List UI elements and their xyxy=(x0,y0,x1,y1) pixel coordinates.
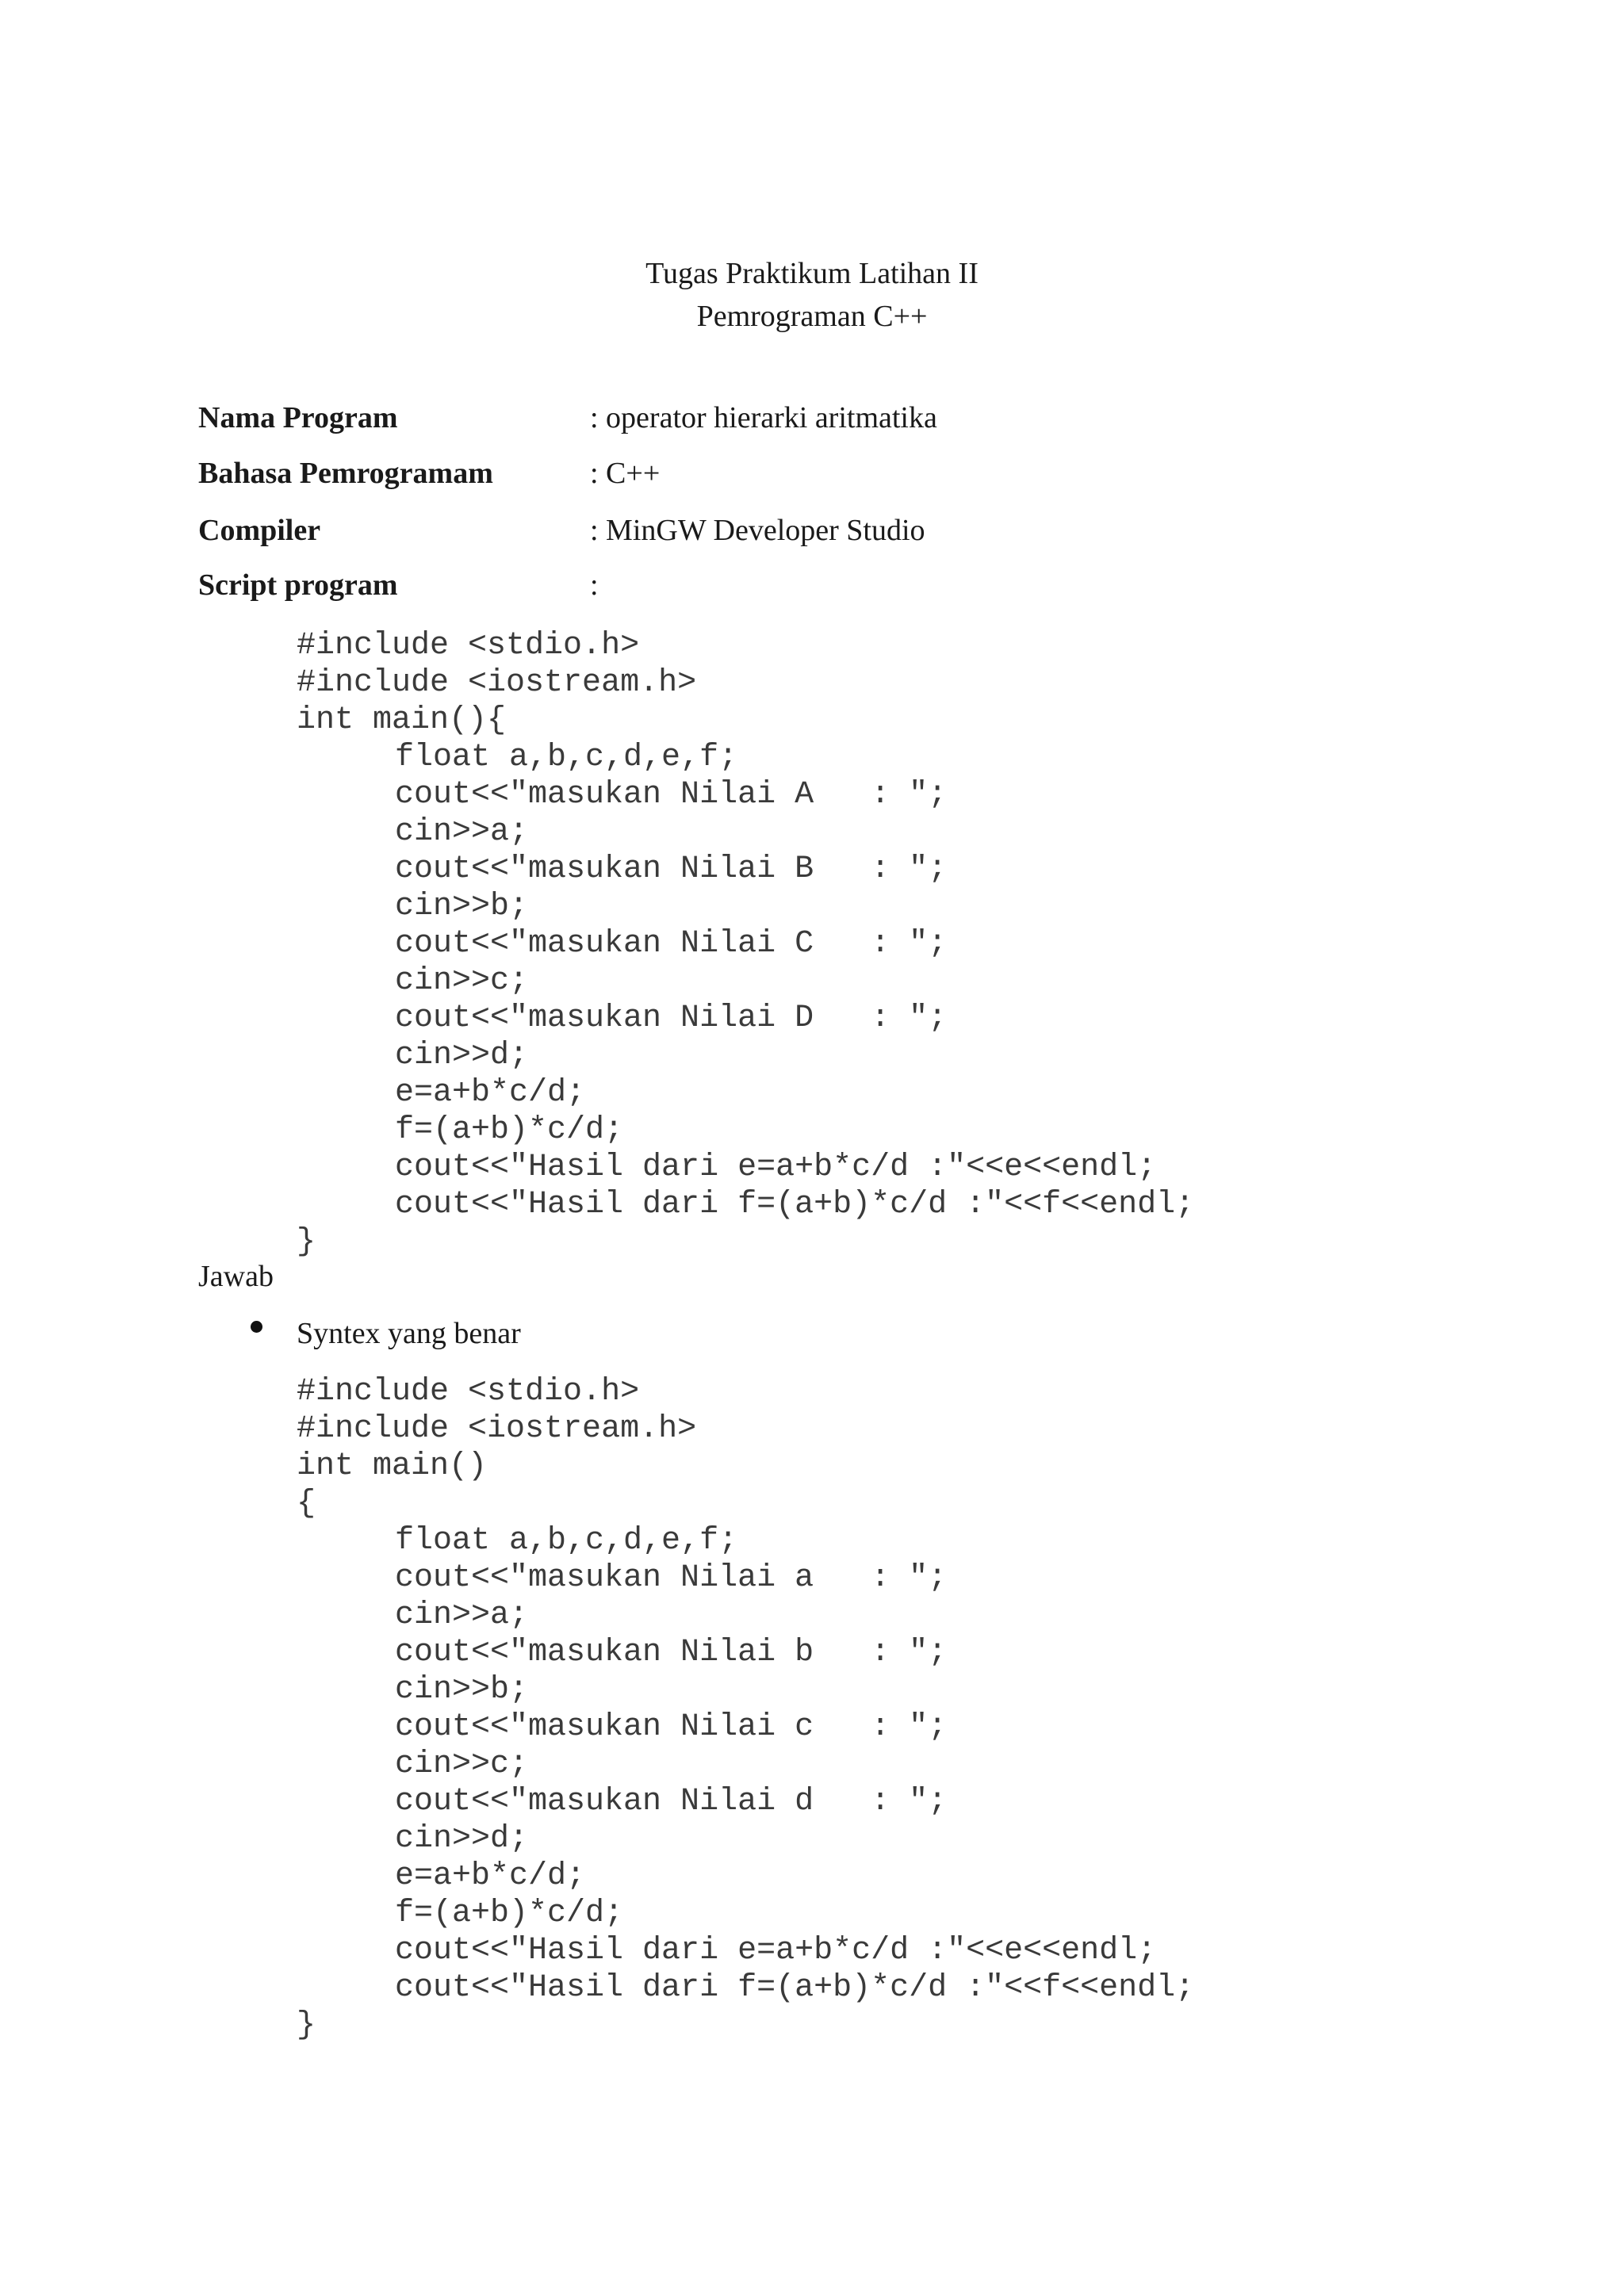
bullet-item-label: Syntex yang benar xyxy=(297,1317,521,1350)
bullet-icon xyxy=(251,1321,262,1333)
code-line: cout<<"masukan Nilai b : "; xyxy=(395,1635,948,1670)
code-line: cout<<"masukan Nilai c : "; xyxy=(395,1709,948,1745)
code-line: #include <stdio.h> xyxy=(297,628,640,664)
meta-value: : MinGW Developer Studio xyxy=(590,514,925,547)
code-line: f=(a+b)*c/d; xyxy=(395,1112,624,1148)
code-line: f=(a+b)*c/d; xyxy=(395,1896,624,1931)
code-line: int main() xyxy=(297,1448,488,1484)
code-line: cout<<"masukan Nilai B : "; xyxy=(395,851,948,887)
code-line: e=a+b*c/d; xyxy=(395,1858,586,1894)
code-line: cin>>a; xyxy=(395,1598,529,1633)
code-line: cin>>b; xyxy=(395,889,529,924)
code-line: cout<<"masukan Nilai d : "; xyxy=(395,1784,948,1820)
meta-value: : C++ xyxy=(590,457,661,490)
meta-label: Script program xyxy=(198,568,398,602)
meta-value: : operator hierarki aritmatika xyxy=(590,401,937,434)
meta-label: Nama Program xyxy=(198,401,398,434)
meta-label: Bahasa Pemrogramam xyxy=(198,457,493,490)
meta-label: Compiler xyxy=(198,514,321,547)
code-line: #include <iostream.h> xyxy=(297,665,697,701)
code-line: #include <stdio.h> xyxy=(297,1374,640,1410)
code-line: { xyxy=(297,1486,316,1521)
code-line: cout<<"masukan Nilai C : "; xyxy=(395,926,948,962)
code-line: cin>>c; xyxy=(395,963,529,999)
code-line: cout<<"masukan Nilai D : "; xyxy=(395,1001,948,1036)
code-line: #include <iostream.h> xyxy=(297,1411,697,1447)
code-line: cin>>d; xyxy=(395,1038,529,1073)
meta-value: : xyxy=(590,568,599,602)
code-block-corrected xyxy=(297,1373,1194,2044)
code-line: cout<<"masukan Nilai a : "; xyxy=(395,1560,948,1596)
code-line: cin>>c; xyxy=(395,1747,529,1782)
code-line: e=a+b*c/d; xyxy=(395,1075,586,1111)
code-line: cout<<"masukan Nilai A : "; xyxy=(395,777,948,813)
document-subtitle: Pemrograman C++ xyxy=(696,300,928,333)
code-line: cin>>d; xyxy=(395,1821,529,1857)
code-line: cout<<"Hasil dari e=a+b*c/d :"<<e<<endl; xyxy=(395,1150,1157,1185)
code-line: cout<<"Hasil dari f=(a+b)*c/d :"<<f<<endl; xyxy=(395,1187,1195,1223)
code-block-original xyxy=(297,627,1194,1261)
code-line: int main(){ xyxy=(297,702,507,738)
code-line: cout<<"Hasil dari e=a+b*c/d :"<<e<<endl; xyxy=(395,1933,1157,1969)
code-line: cin>>b; xyxy=(395,1672,529,1708)
document-title: Tugas Praktikum Latihan II xyxy=(645,257,979,290)
code-line: } xyxy=(297,2007,316,2043)
code-line: cout<<"Hasil dari f=(a+b)*c/d :"<<f<<endl; xyxy=(395,1970,1195,2006)
code-line: cin>>a; xyxy=(395,814,529,850)
code-line: float a,b,c,d,e,f; xyxy=(395,1523,738,1559)
jawab-heading: Jawab xyxy=(198,1260,274,1293)
code-line: float a,b,c,d,e,f; xyxy=(395,740,738,775)
code-line: } xyxy=(297,1224,316,1260)
